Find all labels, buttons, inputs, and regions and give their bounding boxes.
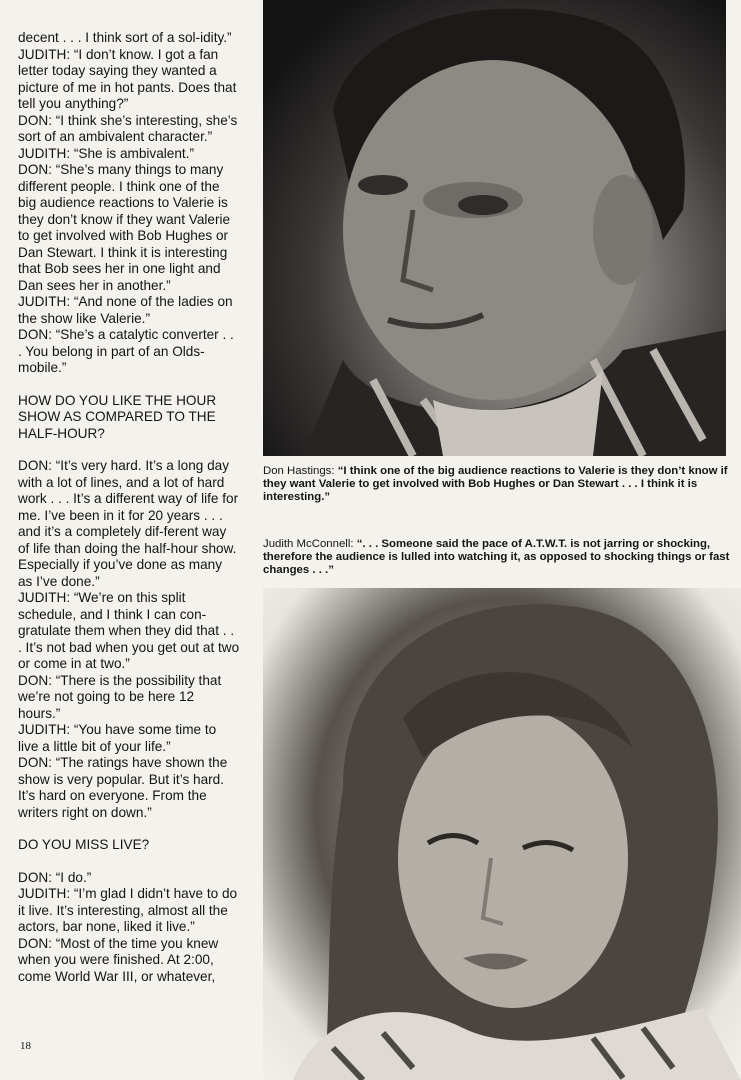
paragraph: JUDITH: “She is ambivalent.” [18, 145, 195, 161]
paragraph: DON: “She’s a catalytic converter . . . You belong in part of an Olds-mobile.” [18, 327, 234, 375]
interview-question: HOW DO YOU LIKE THE HOUR SHOW AS COMPARED TO THE HALF-HOUR? [18, 392, 217, 441]
paragraph: JUDITH: “I’m glad I didn’t have to do it live. It’s interesting, almost all the actors, bar none, liked it live.” [18, 886, 238, 934]
page-number: 18 [20, 1040, 31, 1052]
paragraph: DON: “She’s many things to many different people. I think one of the big audience reactions to Valerie is they don’t know if they want Valerie to get involved with Bob Hughes or Dan Stewart. I think it is interesting that Bob sees her in one light and Dan sees her in another.” [18, 162, 231, 293]
caption-quote: “I think one of the big audience reactions to Valerie is they don’t know if they want Valerie to get involved with Bob Hughes or Dan Stewart . . . I think it is interesting.” [263, 465, 728, 503]
interview-question: DO YOU MISS LIVE? [18, 837, 150, 852]
paragraph: JUDITH: “You have some time to live a little bit of your life.” [18, 722, 217, 754]
caption-quote: “. . . Someone said the pace of A.T.W.T. is not jarring or shocking, therefore the audience is lulled into watching it, as opposed to shocking things or fast changes . . .” [263, 538, 730, 576]
paragraph: DON: “I think she’s interesting, she’s sort of an ambivalent character.” [18, 112, 238, 144]
caption-name: Don Hastings: [263, 465, 335, 477]
paragraph: DON: “There is the possibility that we’re not going to be here 12 hours.” [18, 672, 222, 721]
paragraph: JUDITH: “I don’t know. I got a fan letter today saying they wanted a picture of me in hot pants. Does that tell you anything?” [18, 46, 237, 111]
photo-judith-mcconnell [263, 588, 741, 1080]
paragraph: DON: “The ratings have shown the show is very popular. But it’s hard. It’s hard on everyone. From the writers right on down.” [18, 755, 228, 820]
paragraph: decent . . . I think sort of a sol-idity.” [18, 30, 232, 45]
portrait-illustration [263, 0, 726, 456]
photo-don-hastings [263, 0, 726, 456]
caption-name: Judith McConnell: [263, 538, 354, 550]
paragraph: DON: “I do.” [18, 869, 92, 885]
article-column [18, 30, 240, 985]
portrait-illustration [263, 588, 741, 1080]
paragraph: DON: “Most of the time you knew when you were finished. At 2:00, come World War III, or whatever, [18, 935, 219, 984]
paragraph: JUDITH: “We’re on this split schedule, and I think I can con-gratulate them when they did that . . . It’s not bad when you get out at two or come in at two.” [18, 590, 240, 671]
paragraph: DON: “It’s very hard. It’s a long day with a lot of lines, and a lot of hard work . . . It’s a different way of life for me. I’ve been in it for 20 years . . . and it’s a completely dif-ferent way of life than doing the half-hour show. Especially if you’ve done as many as I’ve done.” [18, 458, 239, 589]
paragraph: JUDITH: “And none of the ladies on the show like Valerie.” [18, 294, 233, 326]
photo-caption-don [263, 465, 733, 504]
photo-caption-judith [263, 538, 733, 577]
